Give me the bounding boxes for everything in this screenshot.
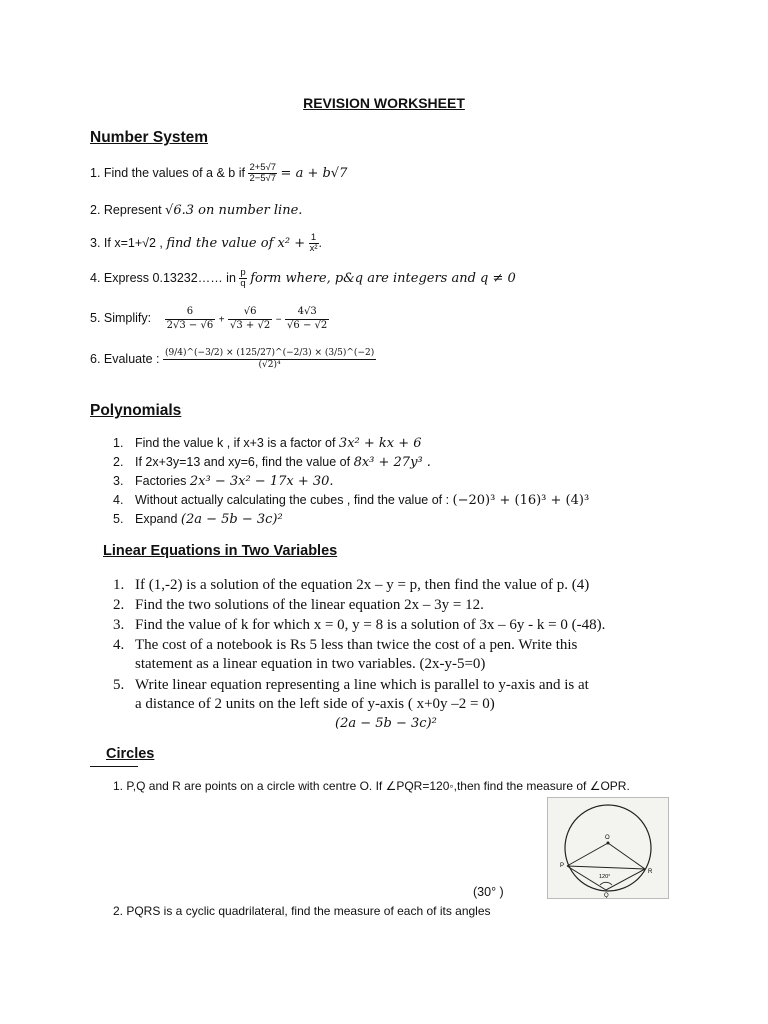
- q1-frac-den: 2−5√7: [249, 172, 277, 184]
- heading-circles: Circles: [106, 746, 155, 762]
- line-pr: [567, 866, 645, 869]
- poly-math: (2a − 5b − 3c)²: [180, 512, 283, 527]
- poly-math: 3x² + kx + 6: [338, 436, 422, 451]
- poly-item-5: [113, 512, 283, 527]
- poly-text: If 2x+3y=13 and xy=6, find the value of: [135, 455, 354, 469]
- linear-text: Find the two solutions of the linear equation 2x – 3y = 12.: [135, 597, 484, 613]
- ns-question-2: [90, 203, 302, 218]
- poly-text: Without actually calculating the cubes , find the value of :: [135, 493, 453, 507]
- poly-item-1: [113, 436, 422, 451]
- q5-f2-den: √3 + √2: [230, 319, 271, 331]
- ns-question-6: [90, 348, 376, 372]
- q5-fraction-1: [165, 306, 216, 332]
- circles-question-2: 2. PQRS is a cyclic quadrilateral, find the measure of each of its angles: [113, 904, 491, 918]
- q5-f3-den: √6 − √2: [287, 319, 328, 331]
- circles-question-1: 1. P,Q and R are points on a circle with centre O. If ∠PQR=120◦,then find the measure of ∠OPR.: [113, 779, 630, 793]
- linear-num: 3.: [113, 617, 125, 633]
- q5-fraction-2: [228, 306, 272, 332]
- circle-diagram-svg: [548, 798, 668, 898]
- label-q: Q: [604, 893, 609, 898]
- circles-underline-extension: [90, 766, 138, 767]
- line-po: [567, 843, 608, 866]
- q3-end: .: [318, 235, 322, 250]
- ns-question-4: [90, 268, 516, 289]
- poly-math: 2x³ − 3x² − 17x + 30.: [189, 474, 334, 489]
- q1-fraction: [248, 163, 277, 184]
- q4-frac-den: q: [240, 277, 246, 289]
- label-angle: 120°: [599, 874, 611, 880]
- linear-num: 4.: [113, 637, 125, 653]
- label-p: P: [560, 863, 565, 869]
- ns-question-5: [90, 306, 329, 332]
- linear-num: 2.: [113, 597, 125, 613]
- q5-fraction-3: [285, 306, 329, 332]
- linear-item-3: [113, 617, 605, 634]
- q4-text: 4. Express 0.13232…… in: [90, 270, 236, 285]
- ns-question-3: [90, 233, 322, 254]
- q5-f3-num: 4√3: [285, 306, 329, 320]
- q1-frac-num: 2+5√7: [249, 162, 277, 173]
- poly-math: (−20)³ + (16)³ + (4)³: [452, 493, 590, 508]
- poly-num: 1.: [113, 436, 124, 450]
- q3-frac-den: x²: [309, 242, 318, 254]
- q6-fraction: [163, 348, 376, 372]
- label-o: O: [605, 835, 610, 841]
- linear-item-5: [113, 677, 589, 694]
- linear-text: If (1,-2) is a solution of the equation 2x – y = p, then find the value of p. (4): [135, 577, 590, 593]
- q5-f1-num: 6: [165, 306, 216, 320]
- q2-math: √6.3 on number line.: [165, 203, 303, 218]
- q3-math: find the value of x² +: [166, 235, 306, 251]
- q4-frac-num: p: [240, 267, 246, 278]
- ns-question-1: [90, 163, 347, 184]
- linear-text: a distance of 2 units on the left side of y-axis ( x+0y –2 = 0): [135, 696, 495, 712]
- q1-rhs: = a + b√7: [280, 165, 348, 181]
- page-title: REVISION WORKSHEET: [303, 95, 465, 111]
- linear-text: statement as a linear equation in two variables. (2x-y-5=0): [135, 656, 486, 672]
- linear-item-1: [113, 577, 589, 594]
- linear-item-5-cont: [113, 696, 495, 713]
- linear-item-2: [113, 597, 484, 614]
- poly-text: Expand: [135, 512, 181, 526]
- poly-item-3: [113, 474, 334, 489]
- q6-text: 6. Evaluate :: [90, 352, 160, 367]
- q3-text: 3. If x=1+√2 ,: [90, 235, 163, 250]
- angle-arc: [600, 882, 612, 885]
- heading-linear-equations: Linear Equations in Two Variables: [103, 543, 338, 559]
- q1-text: 1. Find the values of a & b if: [90, 165, 245, 180]
- poly-text: Factories: [135, 474, 190, 488]
- linear-text: Find the value of k for which x = 0, y = 8 is a solution of 3x – 6y - k = 0 (-48).: [135, 617, 606, 633]
- q2-text: 2. Represent: [90, 203, 166, 217]
- q4-fraction: [239, 268, 246, 289]
- line-or: [608, 843, 645, 869]
- linear-item-4-cont: [113, 656, 485, 673]
- linear-item-4: [113, 637, 577, 654]
- q5-f2-num: √6: [228, 306, 272, 320]
- poly-text: Find the value k , if x+3 is a factor of: [135, 436, 339, 450]
- linear-text: The cost of a notebook is Rs 5 less than twice the cost of a pen. Write this: [135, 637, 578, 653]
- linear-extra-expression: (2a − 5b − 3c)²: [335, 716, 437, 731]
- q5-text: 5. Simplify:: [90, 311, 152, 326]
- q6-numerator: (9/4)^(−3/2) × (125/27)^(−2/3) × (3/5)^(−2): [163, 348, 376, 360]
- poly-item-4: [113, 493, 589, 508]
- label-r: R: [648, 869, 653, 875]
- circles-answer-1: (30° ): [473, 885, 504, 899]
- q3-fraction: [309, 233, 319, 254]
- poly-item-2: [113, 455, 431, 470]
- q5-op2: −: [275, 314, 282, 326]
- poly-num: 4.: [113, 493, 124, 507]
- circle-diagram: [547, 797, 669, 899]
- linear-num: 1.: [113, 577, 125, 593]
- q6-denominator: (√2)⁴: [258, 360, 281, 371]
- linear-text: Write linear equation representing a line which is parallel to y-axis and is at: [135, 677, 589, 693]
- poly-num: 3.: [113, 474, 124, 488]
- heading-polynomials: Polynomials: [90, 402, 182, 419]
- q5-op1: +: [218, 314, 225, 326]
- q4-math: form where, p&q are integers and q ≠ 0: [250, 270, 516, 286]
- poly-num: 5.: [113, 512, 124, 526]
- q3-frac-num: 1: [309, 233, 319, 244]
- q5-f1-den: 2√3 − √6: [166, 319, 214, 331]
- linear-num: 5.: [113, 677, 125, 693]
- heading-number-system: Number System: [90, 129, 209, 146]
- poly-math: 8x³ + 27y³ .: [353, 455, 431, 470]
- poly-num: 2.: [113, 455, 124, 469]
